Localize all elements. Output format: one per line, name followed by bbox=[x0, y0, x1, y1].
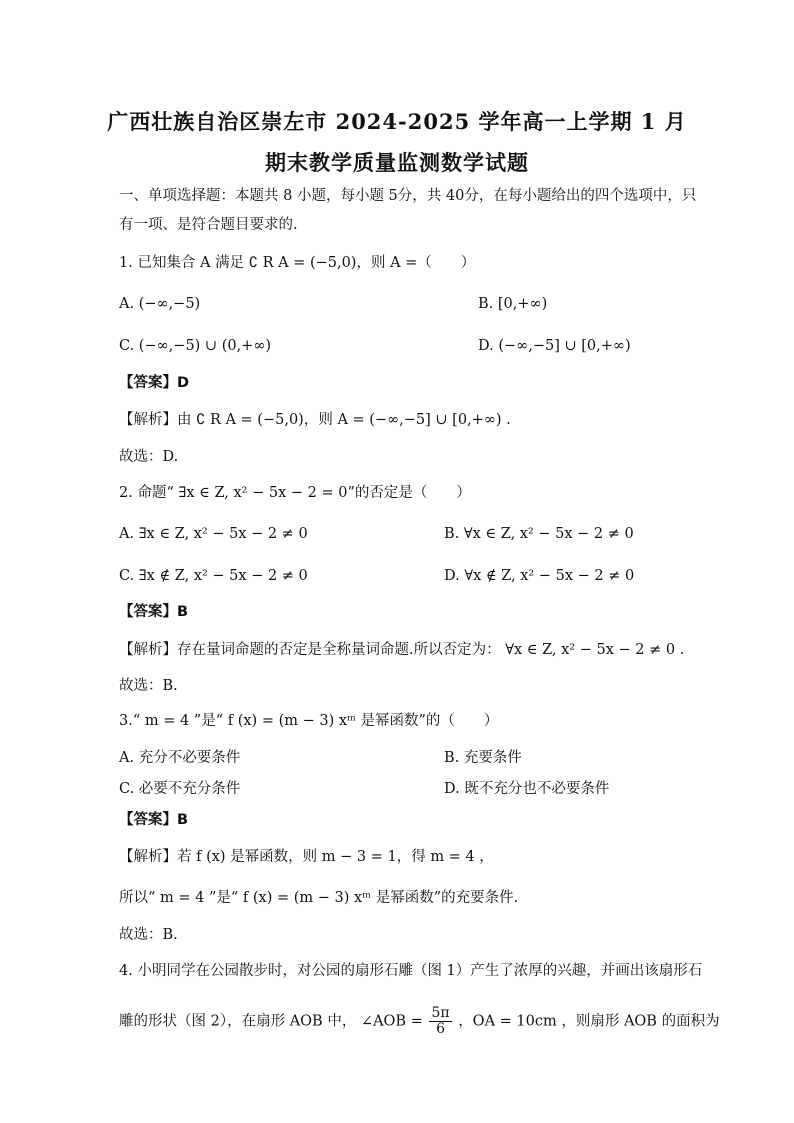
q3-stem: 3.“ m = 4 ”是“ f (x) = (m − 3) xᵐ 是幂函数”的（ ） bbox=[119, 713, 499, 729]
q2-stem: 2. 命题“ ∃x ∈ Z, x² − 5x − 2 = 0”的否定是（ ） bbox=[119, 485, 471, 501]
q2-conclusion: 故选：B. bbox=[119, 678, 178, 694]
q1-option-d: D. (−∞,−5] ∪ [0,+∞) bbox=[478, 338, 631, 354]
q2-answer: 【答案】B bbox=[119, 604, 189, 620]
q2-option-d: D. ∀x ∉ Z, x² − 5x − 2 ≠ 0 bbox=[444, 568, 635, 584]
document-title-line1: 广西壮族自治区崇左市 2024-2025 学年高一上学期 1 月 bbox=[107, 109, 687, 134]
fraction-denominator: 6 bbox=[436, 1021, 445, 1037]
q1-option-b: B. [0,+∞) bbox=[478, 296, 548, 312]
q3-option-a: A. 充分不必要条件 bbox=[119, 750, 241, 766]
q4-stem-line2-part2: ，OA = 10cm ，则扇形 AOB 的面积为 bbox=[458, 1013, 720, 1030]
q2-analysis: 【解析】存在量词命题的否定是全称量词命题.所以否定为： ∀x ∈ Z, x² − 5x − 2 ≠ 0 . bbox=[119, 642, 685, 658]
fraction-numerator: 5π bbox=[431, 1005, 450, 1021]
q1-analysis: 【解析】由 ∁ R A = (−5,0)，则 A = (−∞,−5] ∪ [0,+∞) . bbox=[119, 412, 511, 428]
document-title-line2: 期末教学质量监测数学试题 bbox=[265, 150, 529, 175]
section-intro-line1: 一、单项选择题：本题共 8 小题，每小题 5分，共 40分，在每小题给出的四个选项中，只 bbox=[119, 188, 697, 204]
q2-option-c: C. ∃x ∉ Z, x² − 5x − 2 ≠ 0 bbox=[119, 568, 308, 584]
q4-stem-line2 bbox=[119, 1006, 720, 1037]
q3-option-c: C. 必要不充分条件 bbox=[119, 781, 241, 797]
q3-answer: 【答案】B bbox=[119, 812, 189, 828]
q3-option-d: D. 既不充分也不必要条件 bbox=[444, 781, 610, 797]
q3-analysis-line2: 所以“ m = 4 ”是“ f (x) = (m − 3) xᵐ 是幂函数”的充要条件. bbox=[119, 890, 519, 906]
q3-option-b: B. 充要条件 bbox=[444, 750, 522, 766]
angle-fraction bbox=[429, 1006, 451, 1037]
q1-answer: 【答案】D bbox=[119, 375, 190, 391]
q2-option-b: B. ∀x ∈ Z, x² − 5x − 2 ≠ 0 bbox=[444, 526, 634, 542]
q3-conclusion: 故选：B. bbox=[119, 927, 178, 943]
q1-stem: 1. 已知集合 A 满足 ∁ R A = (−5,0)，则 A =（ ） bbox=[119, 255, 476, 271]
q1-option-a: A. (−∞,−5) bbox=[119, 296, 201, 312]
q1-conclusion: 故选：D. bbox=[119, 449, 179, 465]
q1-option-c: C. (−∞,−5) ∪ (0,+∞) bbox=[119, 338, 272, 354]
q4-stem-line2-part1: 雕的形状（图 2），在扇形 AOB 中， ∠AOB = bbox=[119, 1013, 423, 1030]
q2-option-a: A. ∃x ∈ Z, x² − 5x − 2 ≠ 0 bbox=[119, 526, 308, 542]
section-intro-line2: 有一项、是符合题目要求的. bbox=[119, 217, 298, 233]
q3-analysis: 【解析】若 f (x) 是幂函数，则 m − 3 = 1，得 m = 4 ， bbox=[119, 849, 494, 865]
q4-stem-line1: 4. 小明同学在公园散步时，对公园的扇形石雕（图 1）产生了浓厚的兴趣，并画出该扇形石 bbox=[119, 963, 703, 979]
